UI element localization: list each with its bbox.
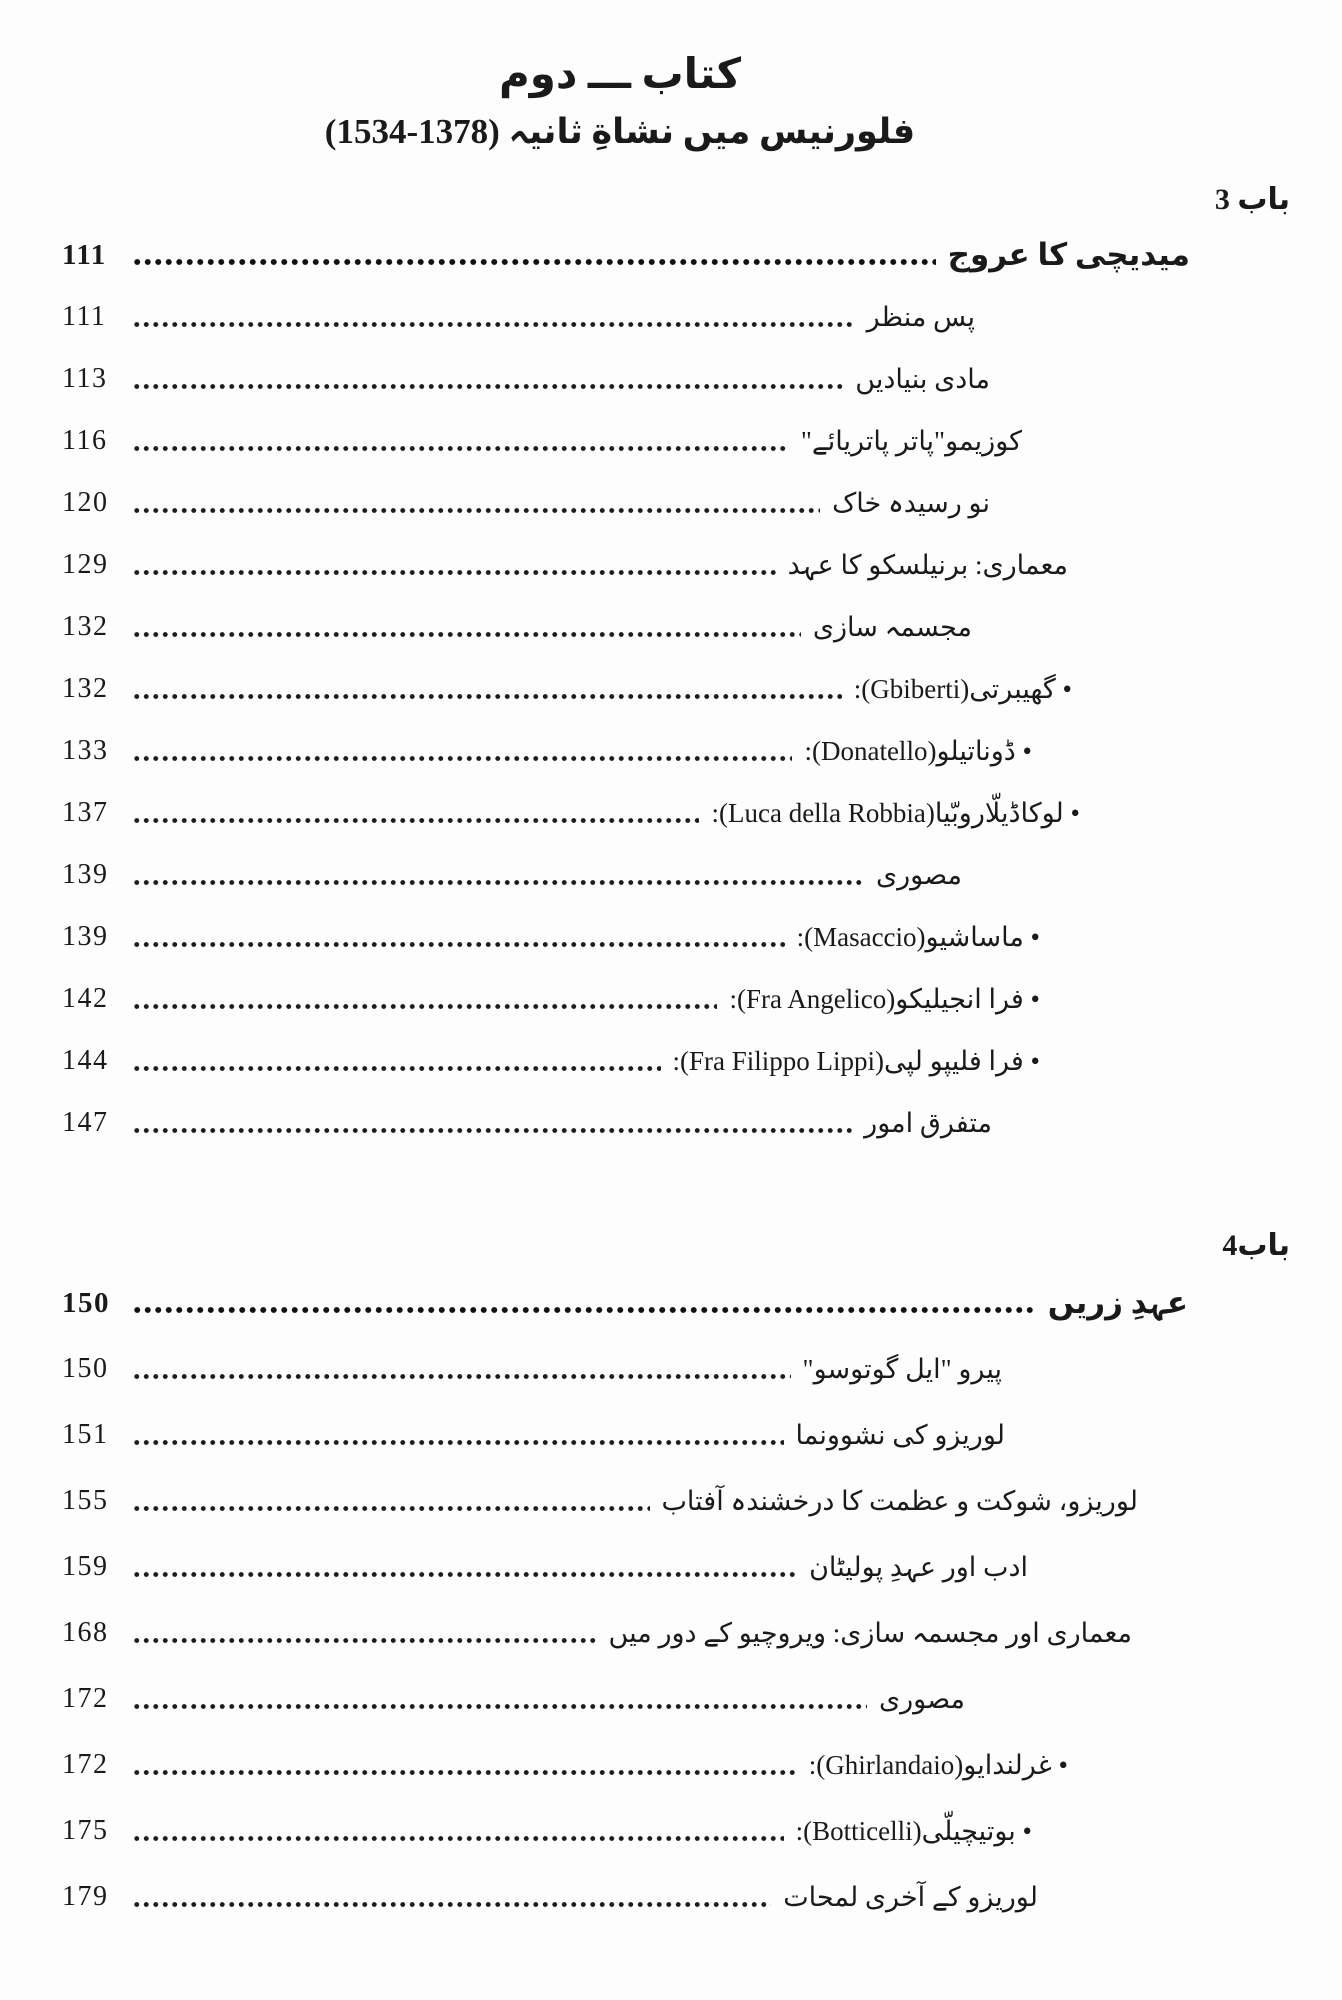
toc-entry [62, 1270, 1290, 1336]
page-number: 151 [62, 1419, 109, 1450]
toc-entry [62, 1092, 1290, 1154]
page-number: 132 [62, 673, 109, 704]
toc-entry-title: مجسمہ سازی [812, 611, 972, 642]
dotted-leader [132, 1049, 661, 1073]
toc-entry-title: ادب اور عہدِ پولیٹان [809, 1551, 1028, 1582]
dotted-leader [132, 925, 785, 949]
toc-entry-title: • فرا انجیلیکو(Fra Angelico): [729, 983, 1040, 1014]
toc-entry-title: • فرا فلیپو لپی(Fra Filippo Lippi): [672, 1045, 1040, 1076]
page-number: 139 [62, 859, 109, 890]
dotted-leader [132, 553, 776, 577]
toc-entry [62, 596, 1290, 658]
dotted-leader [132, 987, 717, 1011]
toc-entry [62, 1600, 1290, 1666]
page-number: 168 [62, 1617, 109, 1648]
toc-entry [62, 410, 1290, 472]
toc-entry-title: لوریزو کے آخری لمحات [783, 1881, 1038, 1912]
toc-entry-title: لوریزو کی نشوونما [795, 1419, 1005, 1450]
toc-entry-title: لوریزو، شوکت و عظمت کا درخشندہ آفتاب [661, 1485, 1138, 1516]
page-number: 150 [62, 1286, 110, 1319]
toc-entry [62, 844, 1290, 906]
page-number: 142 [62, 983, 109, 1014]
toc-entry [62, 658, 1290, 720]
toc-entry [62, 1732, 1290, 1798]
dotted-leader [132, 863, 864, 887]
dotted-leader [132, 1423, 784, 1447]
page-number: 113 [62, 363, 108, 394]
dotted-leader [132, 677, 842, 701]
dotted-leader [132, 1819, 784, 1843]
toc-entry-title: نو رسیدہ خاک [832, 487, 990, 518]
page-number: 116 [62, 425, 108, 456]
toc-entry [62, 1798, 1290, 1864]
toc-entry [62, 348, 1290, 410]
toc-entry [62, 1534, 1290, 1600]
toc-entry [62, 1864, 1290, 1930]
toc-entry-title: میدیچی کا عروج [947, 237, 1190, 272]
toc-entry-title: • لوکاڈیلّاروبّیا(Luca della Robbia): [711, 797, 1080, 828]
page-number: 172 [62, 1683, 109, 1714]
dotted-leader [132, 1357, 791, 1381]
toc-entry-title: • غرلندایو(Ghirlandaio): [808, 1749, 1068, 1780]
toc-entry-title: • ماساشیو(Masaccio): [796, 921, 1040, 952]
dotted-leader [132, 1489, 650, 1513]
toc-entry-title: مصوری [876, 859, 962, 890]
page-number: 120 [62, 487, 109, 518]
toc-entry-title: مادی بنیادیں [855, 363, 990, 394]
dotted-leader [132, 1621, 597, 1645]
page-number: 137 [62, 797, 109, 828]
dotted-leader [132, 1687, 867, 1711]
page-number: 159 [62, 1551, 109, 1582]
page-header [62, 46, 1178, 160]
dotted-leader [132, 429, 789, 453]
chapter-3-entries [62, 224, 1290, 1154]
dotted-leader [132, 1555, 797, 1579]
page-number: 144 [62, 1045, 109, 1076]
dotted-leader [132, 1753, 797, 1777]
chapter-4-entries [62, 1270, 1290, 1930]
dotted-leader [132, 243, 936, 267]
page-number: 150 [62, 1353, 109, 1384]
page-number: 147 [62, 1107, 109, 1138]
toc-entry [62, 720, 1290, 782]
toc-entry-title: مصوری [879, 1683, 965, 1714]
toc-entry-title: کوزیمو"پاتر پاتریائے" [800, 425, 1022, 456]
dotted-leader [132, 367, 843, 391]
toc-entry-title: • گھیبرتی(Gbiberti): [853, 673, 1072, 704]
toc-entry [62, 968, 1290, 1030]
dotted-leader [132, 491, 820, 515]
page-number: 111 [62, 238, 107, 271]
toc-entry-title: متفرق امور [864, 1107, 992, 1138]
toc-entry-title: پیرو "ایل گوتوسو" [802, 1353, 1002, 1384]
toc-entry [62, 224, 1290, 286]
dotted-leader [132, 1111, 852, 1135]
dotted-leader [132, 615, 801, 639]
page-number: 139 [62, 921, 109, 952]
page-number: 132 [62, 611, 109, 642]
dotted-leader [132, 305, 855, 329]
page-number: 179 [62, 1881, 109, 1912]
toc-entry [62, 906, 1290, 968]
toc-entry [62, 534, 1290, 596]
page-number: 155 [62, 1485, 109, 1516]
toc-entry [62, 782, 1290, 844]
chapter-3-label: باب 3 [1214, 183, 1290, 216]
toc-entry-title: عہدِ زریں [1047, 1285, 1188, 1320]
toc-entry [62, 1468, 1290, 1534]
page-number: 175 [62, 1815, 109, 1846]
toc-entry [62, 1402, 1290, 1468]
chapter-4-label: باب4 [1222, 1229, 1290, 1262]
toc-entry [62, 1666, 1290, 1732]
toc-entry [62, 472, 1290, 534]
toc-entry-title: معماری اور مجسمہ سازی: ویروچیو کے دور میں [608, 1617, 1132, 1648]
toc-entry-title: پس منظر [866, 301, 975, 332]
book-subtitle: فلورنیس میں نشاةِ ثانیہ (1378-1534) [324, 112, 916, 151]
toc-entry [62, 1030, 1290, 1092]
page-number: 133 [62, 735, 109, 766]
page-number: 111 [62, 301, 107, 332]
toc-entry [62, 286, 1290, 348]
dotted-leader [132, 739, 792, 763]
toc-entry-title: • بوتیچیلّی(Botticelli): [795, 1815, 1032, 1846]
page-number: 172 [62, 1749, 109, 1780]
toc-entry-title: • ڈوناتیلو(Donatello): [804, 735, 1032, 766]
toc-entry [62, 1336, 1290, 1402]
dotted-leader [132, 1291, 1036, 1315]
page-number: 129 [62, 549, 109, 580]
book-title: کتاب ـــ دوم [498, 52, 742, 98]
toc-entry-title: معماری: برنیلسکو کا عہد [787, 549, 1068, 580]
dotted-leader [132, 801, 699, 825]
dotted-leader [132, 1885, 771, 1909]
